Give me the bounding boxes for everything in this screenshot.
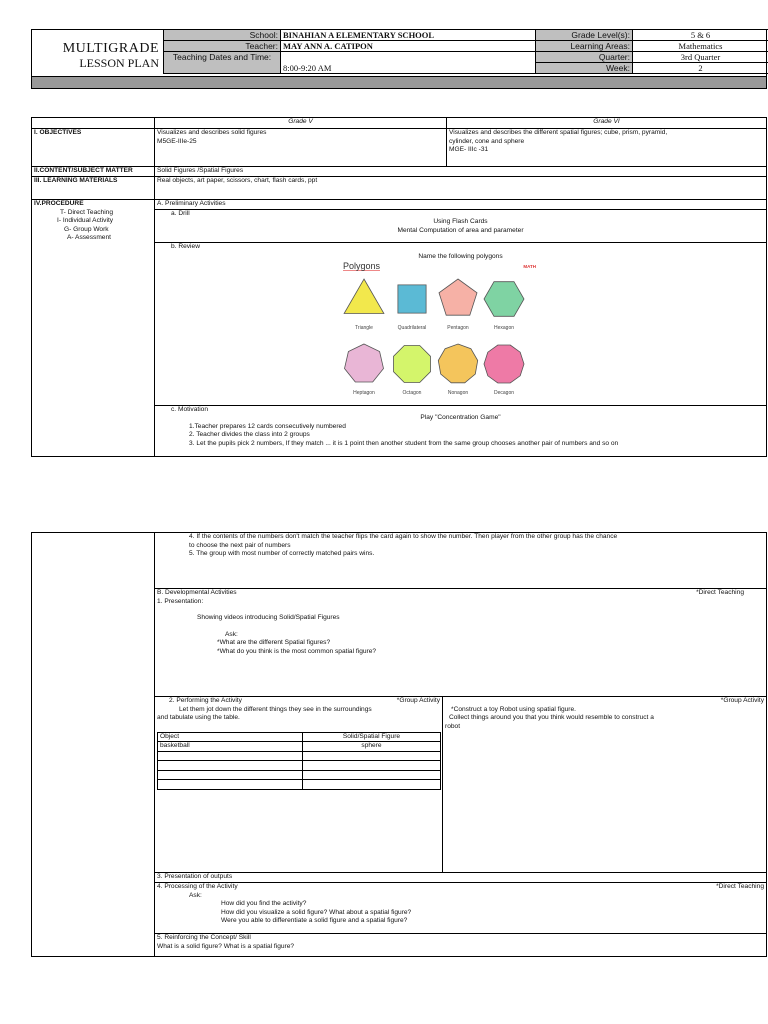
motivation-cell <box>155 405 767 456</box>
learning-area-label: Learning Areas: <box>536 41 633 52</box>
polygon-triangle <box>344 279 384 314</box>
math-logo-icon: MATH <box>523 263 536 269</box>
group-activity-tag: *Group Activity <box>396 697 440 704</box>
grade-level-value: 5 & 6 <box>633 30 768 41</box>
legend-direct: T- Direct Teaching <box>60 208 114 216</box>
polygon-label-octagon: Octagon <box>402 389 422 396</box>
objectives-grade-v <box>155 129 447 167</box>
game-step-5: 5. The group with most number of correctly matched pairs wins. <box>189 550 375 557</box>
review-cell <box>155 242 767 405</box>
grade-v-heading: Grade V <box>155 118 447 129</box>
title-multigrade: MULTIGRADE <box>62 41 159 56</box>
reinforcing-label: 5. Reinforcing the Concept/ Skill <box>157 934 251 941</box>
polygon-heptagon <box>345 344 384 382</box>
objective-v-code: M5GE-IIIe-25 <box>157 137 197 145</box>
content-label: II.CONTENT/SUBJECT MATTER <box>32 167 155 177</box>
reinforcing-question: What is a solid figure? What is a spatial figure? <box>157 942 295 950</box>
polygon-label-decagon: Decagon <box>493 389 515 396</box>
polygon-label-nonagon: Nonagon <box>447 389 469 396</box>
objects-row-figure: sphere <box>303 742 441 752</box>
header-info-table <box>163 29 768 74</box>
drill-cell <box>155 209 767 242</box>
objectives-label: I. OBJECTIVES <box>32 129 155 167</box>
table-row <box>158 751 303 761</box>
preliminary-label: A. Preliminary Activities <box>157 200 226 207</box>
ask-label: Ask: <box>225 630 238 638</box>
objects-row-object: basketball <box>158 742 303 752</box>
table-row <box>303 770 441 780</box>
polygon-decagon <box>484 345 524 383</box>
videos-text: Showing videos introducing Solid/Spatial Figures <box>197 614 340 621</box>
preliminary-cell <box>155 200 767 210</box>
week-label: Week: <box>536 63 633 74</box>
table-row <box>158 761 303 771</box>
polygon-label-pentagon: Pentagon <box>447 324 469 331</box>
robot-text-3: robot <box>445 722 461 730</box>
performing-cell <box>155 697 443 873</box>
direct-teaching-tag: *Direct Teaching <box>696 589 744 596</box>
outputs-label: 3. Presentation of outputs <box>157 873 233 880</box>
page2-left-cell <box>32 533 155 957</box>
polygon-label-triangle: Triangle <box>355 324 373 331</box>
jot-text-2: and tabulate using the table. <box>157 714 240 721</box>
processing-header <box>157 883 764 892</box>
game-step-3: 3. Let the pupils pick 2 numbers, If they match ... it is 1 point then another student from the same group chooses another pair of numbers and so on <box>189 439 619 447</box>
developmental-cell <box>155 589 767 697</box>
materials-value: Real objects, art paper, scissors, chart, flash cards, ppt <box>155 177 767 200</box>
quarter-label: Quarter: <box>536 52 633 63</box>
teacher-label: Teacher: <box>164 41 281 52</box>
table-row <box>303 761 441 771</box>
objective-vi-text-2: cylinder, cone and sphere <box>449 137 525 145</box>
processing-question-1: How did you find the activity? <box>221 900 307 907</box>
processing-cell <box>155 883 767 934</box>
processing-label: 4. Processing of the Activity <box>157 883 238 890</box>
header-gray-bar <box>32 76 766 88</box>
robot-text-2: Collect things around you that you think would resemble to construct a <box>449 714 654 721</box>
legend-individual: I- Individual Activity <box>57 217 114 224</box>
outputs-cell <box>155 873 767 883</box>
developmental-header <box>157 589 764 598</box>
performing-label: 2. Performing the Activity <box>169 697 242 704</box>
review-title: Name the following polygons <box>418 253 503 260</box>
robot-text-1: *Construct a toy Robot using spatial figure. <box>451 705 576 713</box>
table-row <box>158 770 303 780</box>
game-step-2: 2. Teacher divides the class into 2 groups <box>189 431 310 438</box>
game-step-4-cont: to choose the next pair of numbers <box>189 541 291 549</box>
procedure-cell <box>32 200 155 457</box>
game-title: Play "Concentration Game" <box>420 414 501 421</box>
polygon-nonagon <box>438 344 477 383</box>
question-2: *What do you think is the most common spatial figure? <box>217 647 377 655</box>
objective-vi-code: MGE- IIIc -31 <box>449 146 489 153</box>
procedure-label: IV.PROCEDURE <box>34 200 84 207</box>
processing-question-2: How did you visualize a solid figure? What about a spatial figure? <box>221 908 412 916</box>
grade-vi-heading: Grade VI <box>447 118 767 129</box>
lesson-table-page2 <box>31 532 767 957</box>
polygon-octagon <box>394 345 431 382</box>
game-step-4: 4. If the contents of the numbers don't match the teacher flips the card again to show the number. Then player from the other group has the chance <box>189 533 618 540</box>
legend-group: G- Group Work <box>64 225 109 233</box>
content-value: Solid Figures /Spatial Figures <box>155 167 767 177</box>
objects-table <box>157 732 441 790</box>
lesson-table-page1 <box>31 117 767 457</box>
header-title <box>32 41 159 71</box>
legend-assessment: A- Assessment <box>67 234 111 241</box>
developmental-label: B. Developmental Activities <box>157 589 237 596</box>
processing-question-3: Were you able to differentiate a solid figure and a spatial figure? <box>221 917 408 924</box>
performing-header <box>155 697 442 706</box>
polygon-label-quadrilateral: Quadrilateral <box>397 324 427 331</box>
drill-line-1: Using Flash Cards <box>433 218 488 225</box>
reinforcing-cell <box>155 934 767 957</box>
polygons-svg <box>338 262 538 402</box>
objects-col-object: Object <box>158 732 303 742</box>
drill-line-2: Mental Computation of area and parameter <box>397 226 524 234</box>
objective-vi-text-1: Visualizes and describes the different spatial figures; cube, prism, pyramid, <box>449 129 668 136</box>
group-activity-tag-vi: *Group Activity <box>720 697 764 704</box>
jot-text-1: Let them jot down the different things they see in the surroundings <box>179 705 372 713</box>
game-continued-cell <box>155 533 767 589</box>
review-label: b. Review <box>171 242 200 250</box>
teacher-value: MAY ANN A. CATIPON <box>281 41 536 52</box>
title-lesson-plan: LESSON PLAN <box>79 56 159 70</box>
objects-col-figure: Solid/Spatial Figure <box>303 732 441 742</box>
procedure-legend <box>34 209 152 243</box>
grade-level-label: Grade Level(s): <box>536 30 633 41</box>
motivation-label: c. Motivation <box>171 405 209 413</box>
objective-v-text: Visualizes and describes solid figures <box>157 129 267 136</box>
polygons-figure <box>338 262 538 402</box>
learning-area-value: Mathematics <box>633 41 768 52</box>
grade-vi-activity-cell <box>443 697 767 873</box>
drill-label: a. Drill <box>171 209 190 217</box>
polygon-quadrilateral <box>398 284 426 312</box>
polygon-hexagon <box>484 281 524 316</box>
objectives-grade-vi <box>447 129 767 167</box>
question-1: *What are the different Spatial figures? <box>217 639 331 646</box>
lesson-plan-header <box>31 29 767 89</box>
week-value: 2 <box>633 63 768 74</box>
table-row <box>303 751 441 761</box>
school-label: School: <box>164 30 281 41</box>
quarter-value: 3rd Quarter <box>633 52 768 63</box>
school-value: BINAHIAN A ELEMENTARY SCHOOL <box>281 30 536 41</box>
polygon-pentagon <box>439 279 477 315</box>
polygon-label-heptagon: Heptagon <box>353 389 375 396</box>
table-row <box>158 780 303 790</box>
game-step-1: 1.Teacher prepares 12 cards consecutively numbered <box>189 422 346 430</box>
materials-label: III. LEARNING MATERIALS <box>32 177 155 200</box>
table-row <box>303 780 441 790</box>
dates-value: 8:00-9:20 AM <box>281 52 536 74</box>
polygon-label-hexagon: Hexagon <box>493 324 515 331</box>
dates-label: Teaching Dates and Time: <box>164 52 281 74</box>
ask-label-2: Ask: <box>189 891 202 899</box>
direct-teaching-tag-2: *Direct Teaching <box>716 883 764 890</box>
polygons-title: Polygons <box>343 260 381 271</box>
presentation-label: 1. Presentation: <box>157 597 204 605</box>
